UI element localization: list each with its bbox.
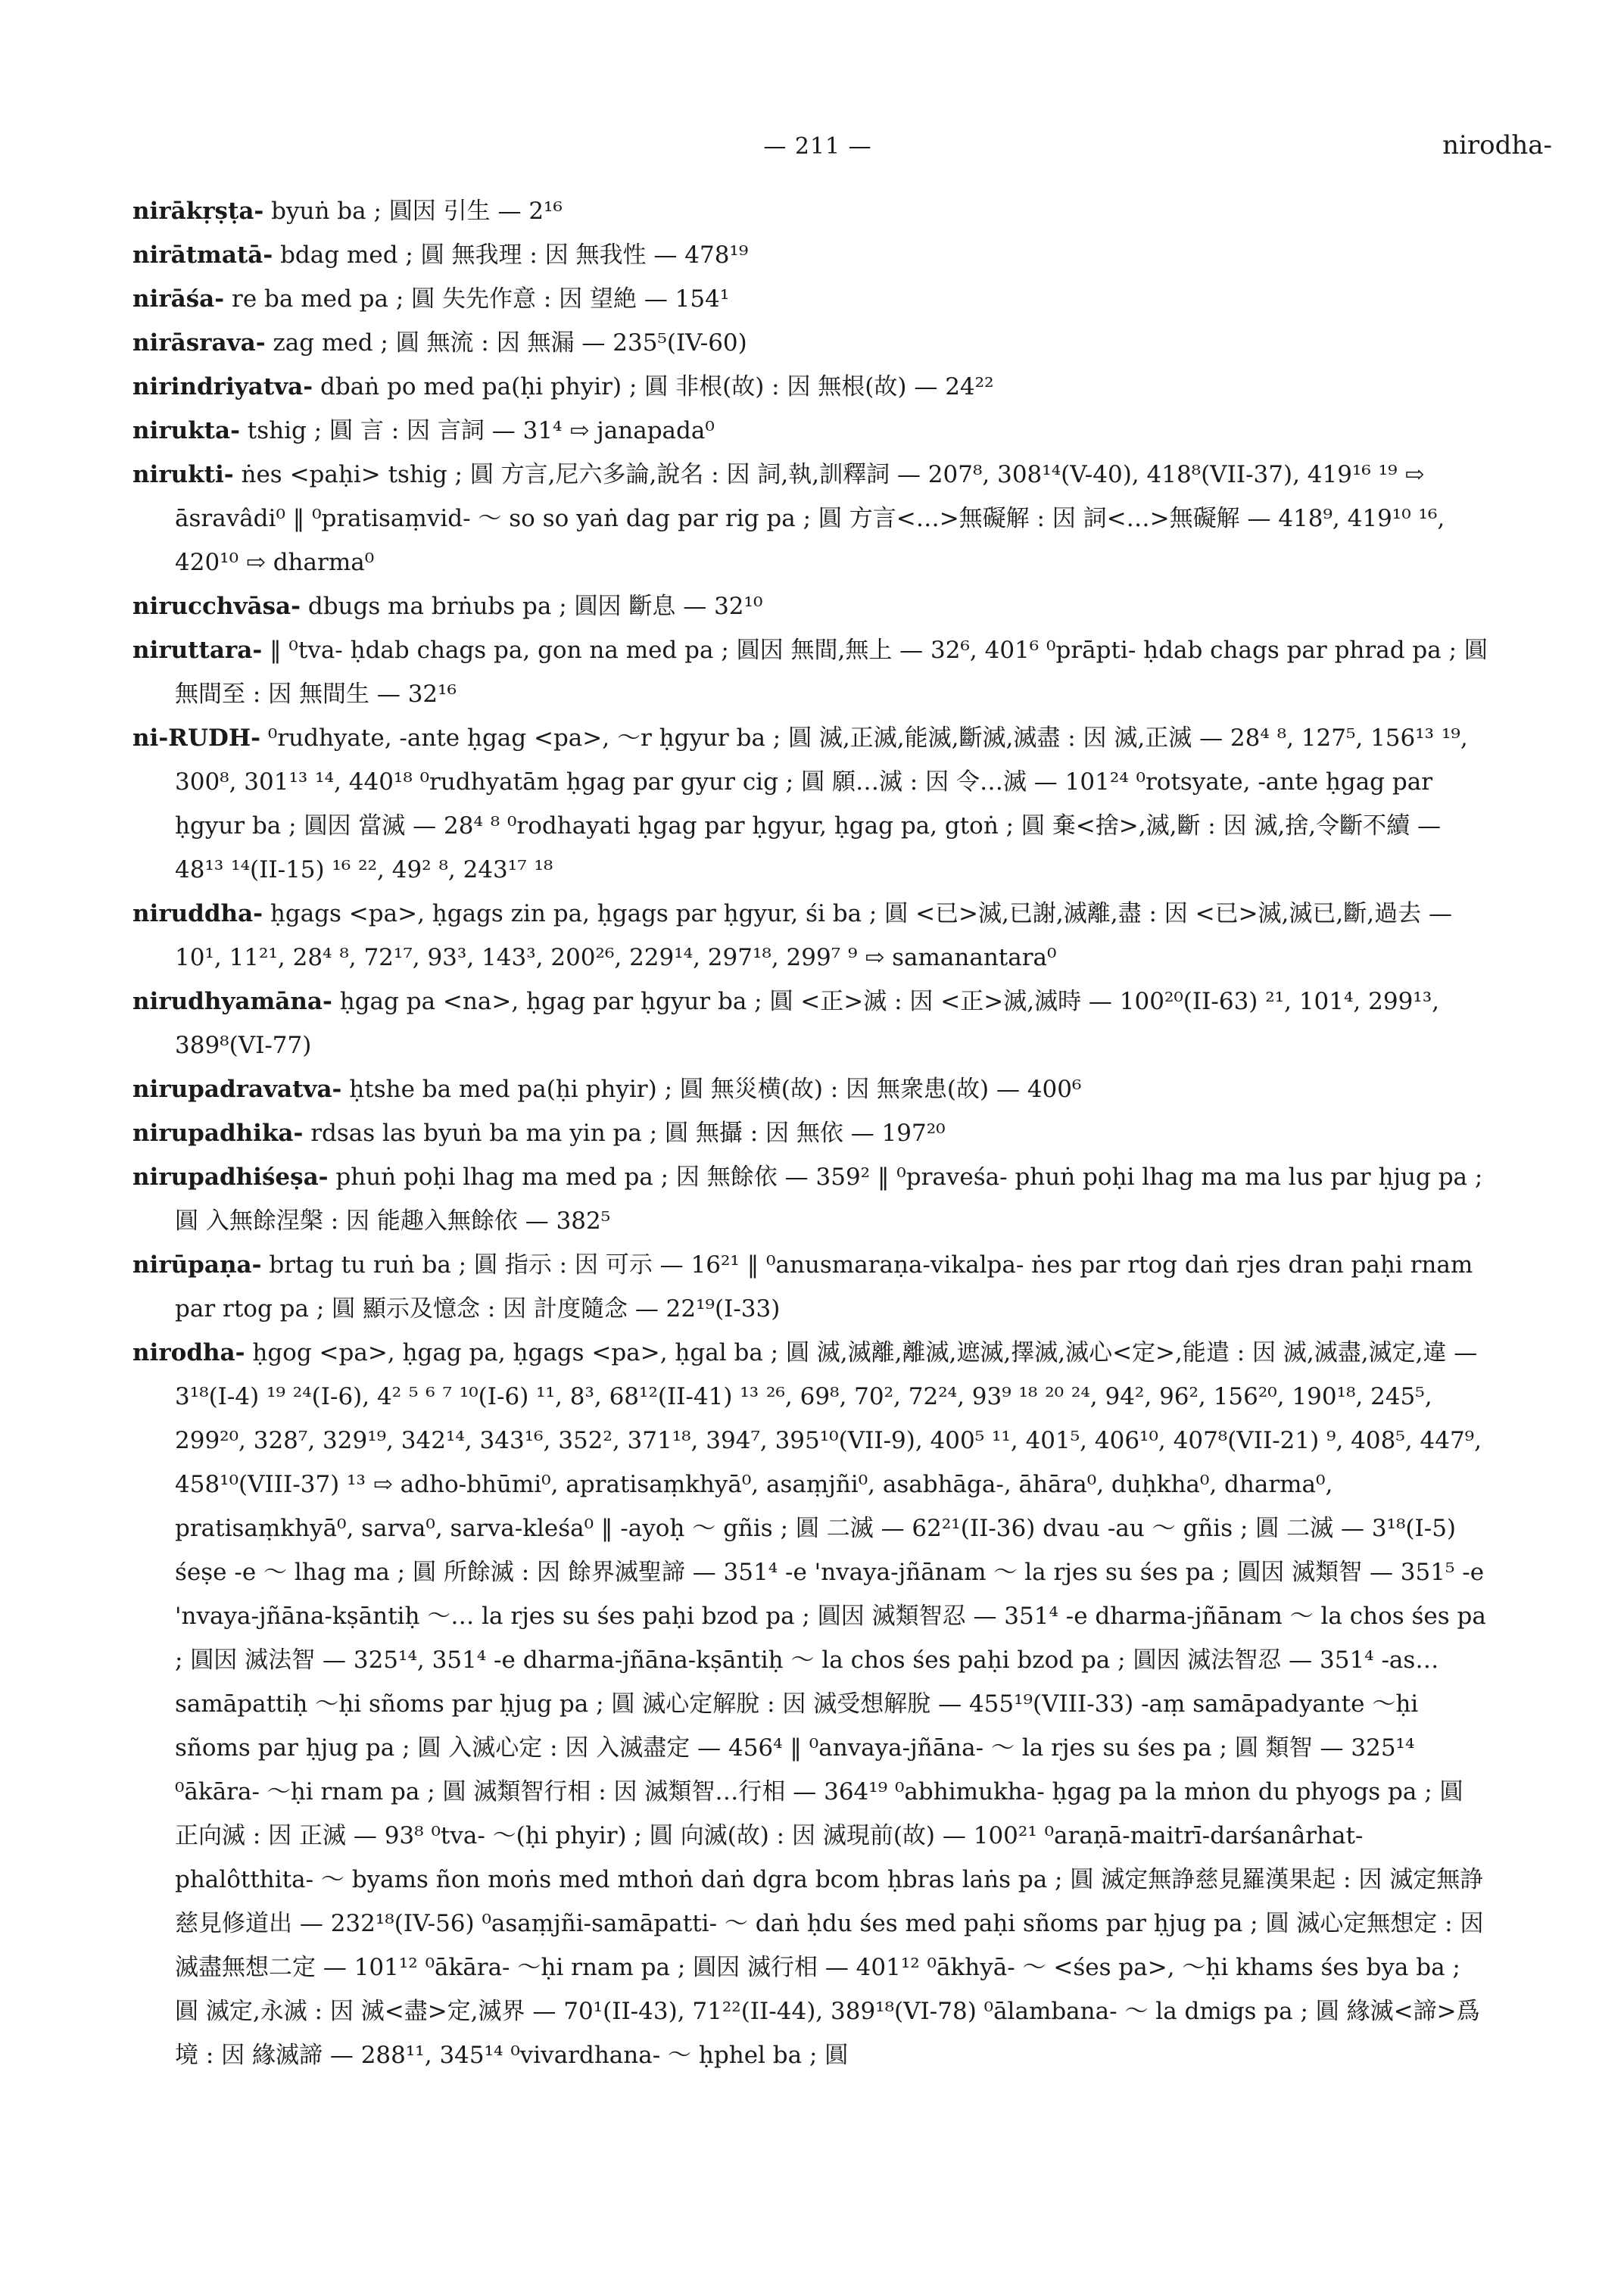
dictionary-entry	[132, 1155, 1488, 1243]
entry-body: ⁰rudhyate, -ante ḥgag <pa>, ～r ḥgyur ba ; 圓 滅,正滅,能滅,斷滅,滅盡 : 因 滅,正滅 — 28⁴ ⁸, 127⁵, 156¹³ ¹⁹, 300⁸, 301¹³ ¹⁴, 440¹⁸ ⁰rudhyatām ḥgag par gyur cig ; 圓 願…滅 : 因 令…滅 — 101²⁴ ⁰rotsyate, -ante ḥgag par ḥgyur ba ; 圓因 當滅 — 28⁴ ⁸ ⁰rodhayati ḥgag par ḥgyur, ḥgag pa, gtoṅ ; 圓 棄<捨>,滅,斷 : 因 滅,捨,令斷不續 — 48¹³ ¹⁴(II-15) ¹⁶ ²², 49² ⁸, 243¹⁷ ¹⁸	[175, 724, 1468, 883]
entry-body: ṅes <paḥi> tshig ; 圓 方言,尼六多論,說名 : 因 詞,執,訓釋詞 — 207⁸, 308¹⁴(V-40), 418⁸(VII-37), 419¹⁶ ¹⁹ ⇨ āsravâdi⁰ ‖ ⁰pratisaṃvid- ～ so so yaṅ dag par rig pa ; 圓 方言<…>無礙解 : 因 詞<…>無礙解 — 418⁹, 419¹⁰ ¹⁶, 420¹⁰ ⇨ dharma⁰	[175, 461, 1445, 576]
entry-headword: nirucchvāsa-	[132, 593, 301, 620]
entry-headword: nirudhyamāna-	[132, 988, 332, 1015]
dictionary-entry	[132, 716, 1488, 892]
entry-body: phuṅ poḥi lhag ma med pa ; 因 無餘依 — 359² ‖ ⁰praveśa- phuṅ poḥi lhag ma ma lus par ḥjug pa ; 圓 入無餘涅槃 : 因 能趣入無餘依 — 382⁵	[175, 1164, 1483, 1235]
entry-body: dbugs ma brṅubs pa ; 圓因 斷息 — 32¹⁰	[307, 593, 763, 620]
entry-body: tshig ; 圓 言 : 因 言詞 — 31⁴ ⇨ janapada⁰	[247, 417, 715, 444]
entry-headword: niruttara-	[132, 637, 263, 664]
entry-headword: nirākṛṣṭa-	[132, 198, 264, 225]
dictionary-entry	[132, 453, 1488, 584]
dictionary-entry	[132, 365, 1488, 409]
dictionary-entry	[132, 409, 1488, 453]
entry-headword: nirāśa-	[132, 285, 225, 313]
entry-headword: nirūpaṇa-	[132, 1251, 262, 1279]
entry-body: ḥtshe ba med pa(ḥi phyir) ; 圓 無災横(故) : 因 無衆患(故) — 400⁶	[349, 1076, 1082, 1103]
entry-body: ḥgag pa <na>, ḥgag par ḥgyur ba ; 圓 <正>滅 : 因 <正>滅,滅時 — 100²⁰(II-63) ²¹, 101⁴, 299¹³, 389⁸(VI-77)	[175, 988, 1439, 1059]
dictionary-entry	[132, 584, 1488, 628]
dictionary-entry	[132, 892, 1488, 980]
dictionary-entry	[132, 189, 1488, 233]
entry-body: bdag med ; 圓 無我理 : 因 無我性 — 478¹⁹	[280, 241, 749, 269]
entry-body: brtag tu ruṅ ba ; 圓 指示 : 因 可示 — 16²¹ ‖ ⁰anusmaraṇa-vikalpa- ṅes par rtog daṅ rjes dran paḥi rnam par rtog pa ; 圓 顯示及憶念 : 因 計度隨念 — 22¹⁹(I-33)	[175, 1251, 1473, 1323]
entry-headword: niruddha-	[132, 900, 263, 927]
entry-body: rdsas las byuṅ ba ma yin pa ; 圓 無攝 : 因 無依 — 197²⁰	[310, 1120, 946, 1147]
dictionary-entry	[132, 1111, 1488, 1155]
entry-headword: nirātmatā-	[132, 241, 273, 269]
entry-body: zag med ; 圓 無流 : 因 無漏 — 235⁵(IV-60)	[273, 329, 747, 357]
dictionary-entry	[132, 321, 1488, 365]
entry-body: ḥgog <pa>, ḥgag pa, ḥgags <pa>, ḥgal ba ; 圓 滅,滅離,離滅,遮滅,擇滅,滅心<定>,能遣 : 因 滅,滅盡,滅定,違 — 3¹⁸(I-4) ¹⁹ ²⁴(I-6), 4² ⁵ ⁶ ⁷ ¹⁰(I-6) ¹¹, 8³, 68¹²(II-41) ¹³ ²⁶, 69⁸, 70², 72²⁴, 93⁹ ¹⁸ ²⁰ ²⁴, 94², 96², 156²⁰, 190¹⁸, 245⁵, 299²⁰, 328⁷, 329¹⁹, 342¹⁴, 343¹⁶, 352², 371¹⁸, 394⁷, 395¹⁰(VII-9), 400⁵ ¹¹, 401⁵, 406¹⁰, 407⁸(VII-21) ⁹, 408⁵, 447⁹, 458¹⁰(VIII-37) ¹³ ⇨ adho-bhūmi⁰, apratisaṃkhyā⁰, asaṃjñi⁰, asabhāga-, āhāra⁰, duḥkha⁰, dharma⁰, pratisaṃkhyā⁰, sarva⁰, sarva-kleśa⁰ ‖ -ayoḥ ～ gñis ; 圓 二滅 — 62²¹(II-36) dvau -au ～ gñis ; 圓 二滅 — 3¹⁸(I-5) śeṣe -e ～ lhag ma ; 圓 所餘滅 : 因 餘界滅聖諦 — 351⁴ -e 'nvaya-jñānam ～ la rjes su śes pa ; 圓因 滅類智 — 351⁵ -e 'nvaya-jñāna-kṣāntiḥ ～… la rjes su śes paḥi bzod pa ; 圓因 滅類智忍 — 351⁴ -e dharma-jñānam ～ la chos śes pa ; 圓因 滅法智 — 325¹⁴, 351⁴ -e dharma-jñāna-kṣāntiḥ ～ la chos śes paḥi bzod pa ; 圓因 滅法智忍 — 351⁴ -as… samāpattiḥ ～ḥi sñoms par ḥjug pa ; 圓 滅心定解脫 : 因 滅受想解脫 — 455¹⁹(VIII-33) -aṃ samāpadyante ～ḥi sñoms par ḥjug pa ; 圓 入滅心定 : 因 入滅盡定 — 456⁴ ‖ ⁰anvaya-jñāna- ～ la rjes su śes pa ; 圓 類智 — 325¹⁴ ⁰ākāra- ～ḥi rnam pa ; 圓 滅類智行相 : 因 滅類智…行相 — 364¹⁹ ⁰abhimukha- ḥgag pa la mṅon du phyogs pa ; 圓 正向滅 : 因 正滅 — 93⁸ ⁰tva- ～(ḥi phyir) ; 圓 向滅(故) : 因 滅現前(故) — 100²¹ ⁰araṇā-maitrī-darśanârhat-phalôtthita- ～ byams ñon moṅs med mthoṅ daṅ dgra bcom ḥbras laṅs pa ; 圓 滅定無諍慈見羅漢果起 : 因 滅定無諍慈見修道出 — 232¹⁸(IV-56) ⁰asaṃjñi-samāpatti- ～ daṅ ḥdu śes med paḥi sñoms par ḥjug pa ; 圓 滅心定無想定 : 因 滅盡無想二定 — 101¹² ⁰ākāra- ～ḥi rnam pa ; 圓因 滅行相 — 401¹² ⁰ākhyā- ～ <śes pa>, ～ḥi khams śes bya ba ; 圓 滅定,永滅 : 因 滅<盡>定,滅界 — 70¹(II-43), 71²²(II-44), 389¹⁸(VI-78) ⁰ālambana- ～ la dmigs pa ; 圓 緣滅<諦>爲境 : 因 緣滅諦 — 288¹¹, 345¹⁴ ⁰vivardhana- ～ ḥphel ba ; 圓	[175, 1339, 1486, 2069]
entry-body: re ba med pa ; 圓 失先作意 : 因 望絶 — 154¹	[232, 285, 730, 313]
dictionary-entry	[132, 1067, 1488, 1111]
entry-list	[132, 189, 1488, 2077]
dictionary-entry	[132, 628, 1488, 716]
entry-headword: nirukti-	[132, 461, 234, 488]
dictionary-entry	[132, 1243, 1488, 1331]
entry-body: ‖ ⁰tva- ḥdab chags pa, gon na med pa ; 圓因 無間,無上 — 32⁶, 401⁶ ⁰prāpti- ḥdab chags par phrad pa ; 圓 無間至 : 因 無間生 — 32¹⁶	[175, 637, 1488, 708]
entry-headword: nirukta-	[132, 417, 240, 444]
entry-headword: nirupadhiśeṣa-	[132, 1164, 329, 1191]
dictionary-entry	[132, 277, 1488, 321]
entry-headword: ni-RUDH-	[132, 724, 261, 752]
entry-body: ḥgags <pa>, ḥgags zin pa, ḥgags par ḥgyur, śi ba ; 圓 <已>滅,已謝,滅離,盡 : 因 <已>滅,滅已,斷,過去 — 10¹, 11²¹, 28⁴ ⁸, 72¹⁷, 93³, 143³, 200²⁶, 229¹⁴, 297¹⁸, 299⁷ ⁹ ⇨ samanantara⁰	[175, 900, 1452, 971]
dictionary-entry	[132, 980, 1488, 1067]
entry-headword: nirāsrava-	[132, 329, 266, 357]
running-head: nirodha-	[1442, 130, 1552, 160]
entry-body: byuṅ ba ; 圓因 引生 — 2¹⁶	[271, 198, 563, 225]
page-number: — 211 —	[763, 133, 872, 160]
dictionary-entry	[132, 1331, 1488, 2077]
dictionary-entry	[132, 233, 1488, 277]
entry-headword: nirupadhika-	[132, 1120, 304, 1147]
entry-body: dbaṅ po med pa(ḥi phyir) ; 圓 非根(故) : 因 無根(故) — 24²²	[320, 373, 994, 400]
entry-headword: nirindriyatva-	[132, 373, 313, 400]
entry-headword: nirodha-	[132, 1339, 245, 1366]
entry-headword: nirupadravatva-	[132, 1076, 342, 1103]
